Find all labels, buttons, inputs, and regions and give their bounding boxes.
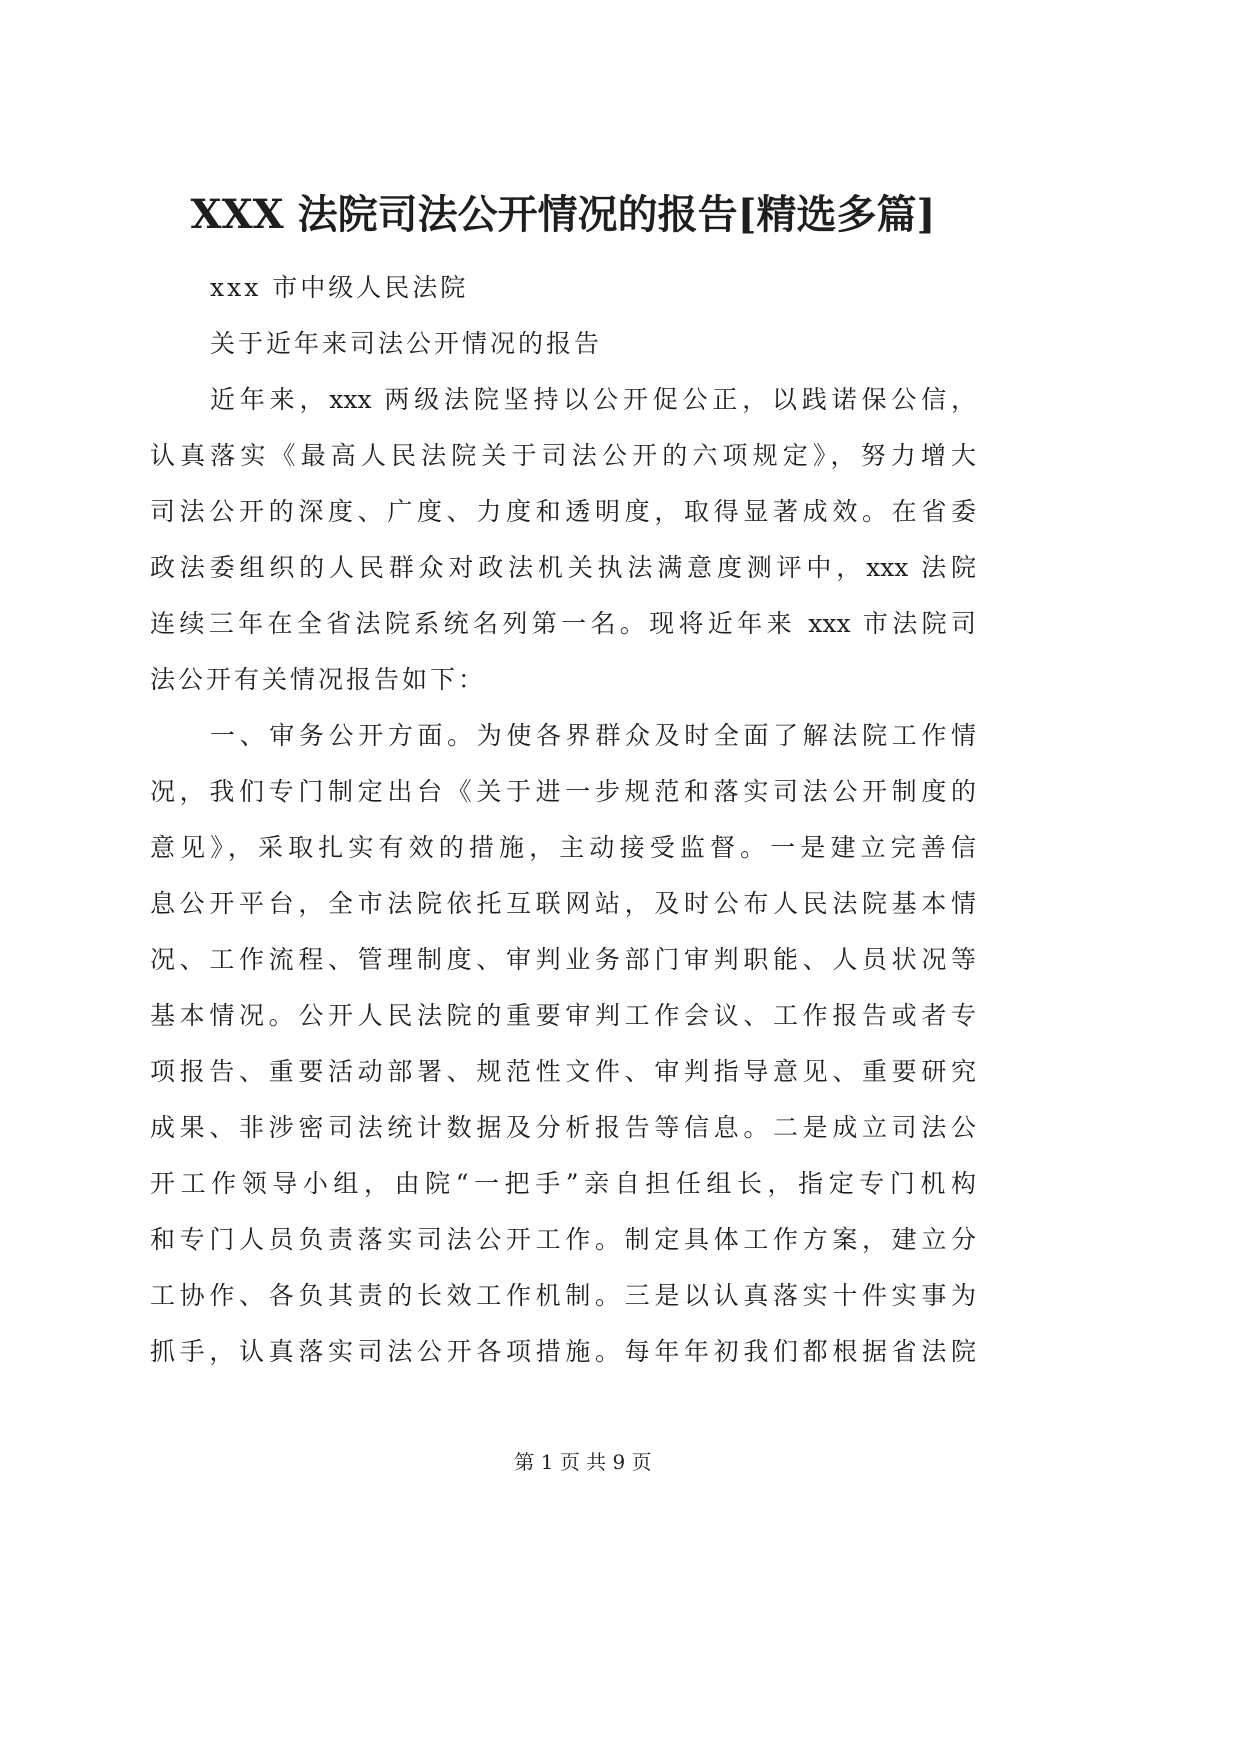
paragraph-line: 近年来，xxx 两级法院坚持以公开促公正，以践诺保公信， — [210, 385, 976, 414]
paragraph-2 — [150, 708, 976, 1380]
paragraph-line: 意见》，采取扎实有效的措施，主动接受监督。一是建立完善信 — [150, 833, 976, 862]
paragraph-line: 司法公开的深度、广度、力度和透明度，取得显著成效。在省委 — [150, 497, 976, 526]
paragraph-line: 工协作、各负其责的长效工作机制。三是以认真落实十件实事为 — [150, 1281, 976, 1310]
paragraph-line: 息公开平台，全市法院依托互联网站，及时公布人民法院基本情 — [150, 889, 976, 918]
document-body — [150, 260, 976, 1380]
paragraph-line: 成果、非涉密司法统计数据及分析报告等信息。二是成立司法公 — [150, 1113, 976, 1142]
paragraph-line: 抓手，认真落实司法公开各项措施。每年年初我们都根据省法院 — [150, 1337, 976, 1366]
paragraph-line: 基本情况。公开人民法院的重要审判工作会议、工作报告或者专 — [150, 1001, 976, 1030]
paragraph-line: 和专门人员负责落实司法公开工作。制定具体工作方案，建立分 — [150, 1225, 976, 1254]
paragraph-line: 政法委组织的人民群众对政法机关执法满意度测评中，xxx 法院 — [150, 553, 976, 582]
page-number-footer: 第 1 页 共 9 页 — [514, 1450, 652, 1474]
document-title: XXX 法院司法公开情况的报告[精选多篇] — [190, 191, 936, 238]
issuing-court-line: xxx 市中级人民法院 — [210, 273, 469, 302]
paragraph-line: 开工作领导小组，由院“一把手”亲自担任组长，指定专门机构 — [150, 1169, 976, 1198]
paragraph-line: 况，我们专门制定出台《关于进一步规范和落实司法公开制度的 — [150, 777, 976, 806]
paragraph-line: 况、工作流程、管理制度、审判业务部门审判职能、人员状况等 — [150, 945, 976, 974]
paragraph-line: 一、审务公开方面。为使各界群众及时全面了解法院工作情 — [210, 721, 976, 750]
paragraph-line: 项报告、重要活动部署、规范性文件、审判指导意见、重要研究 — [150, 1057, 976, 1086]
paragraph-line: 认真落实《最高人民法院关于司法公开的六项规定》，努力增大 — [150, 441, 976, 470]
paragraph-line: 法公开有关情况报告如下： — [150, 665, 487, 694]
report-heading-line: 关于近年来司法公开情况的报告 — [210, 329, 603, 358]
paragraph-line: 连续三年在全省法院系统名列第一名。现将近年来 xxx 市法院司 — [150, 609, 976, 638]
paragraph-1 — [150, 372, 976, 708]
